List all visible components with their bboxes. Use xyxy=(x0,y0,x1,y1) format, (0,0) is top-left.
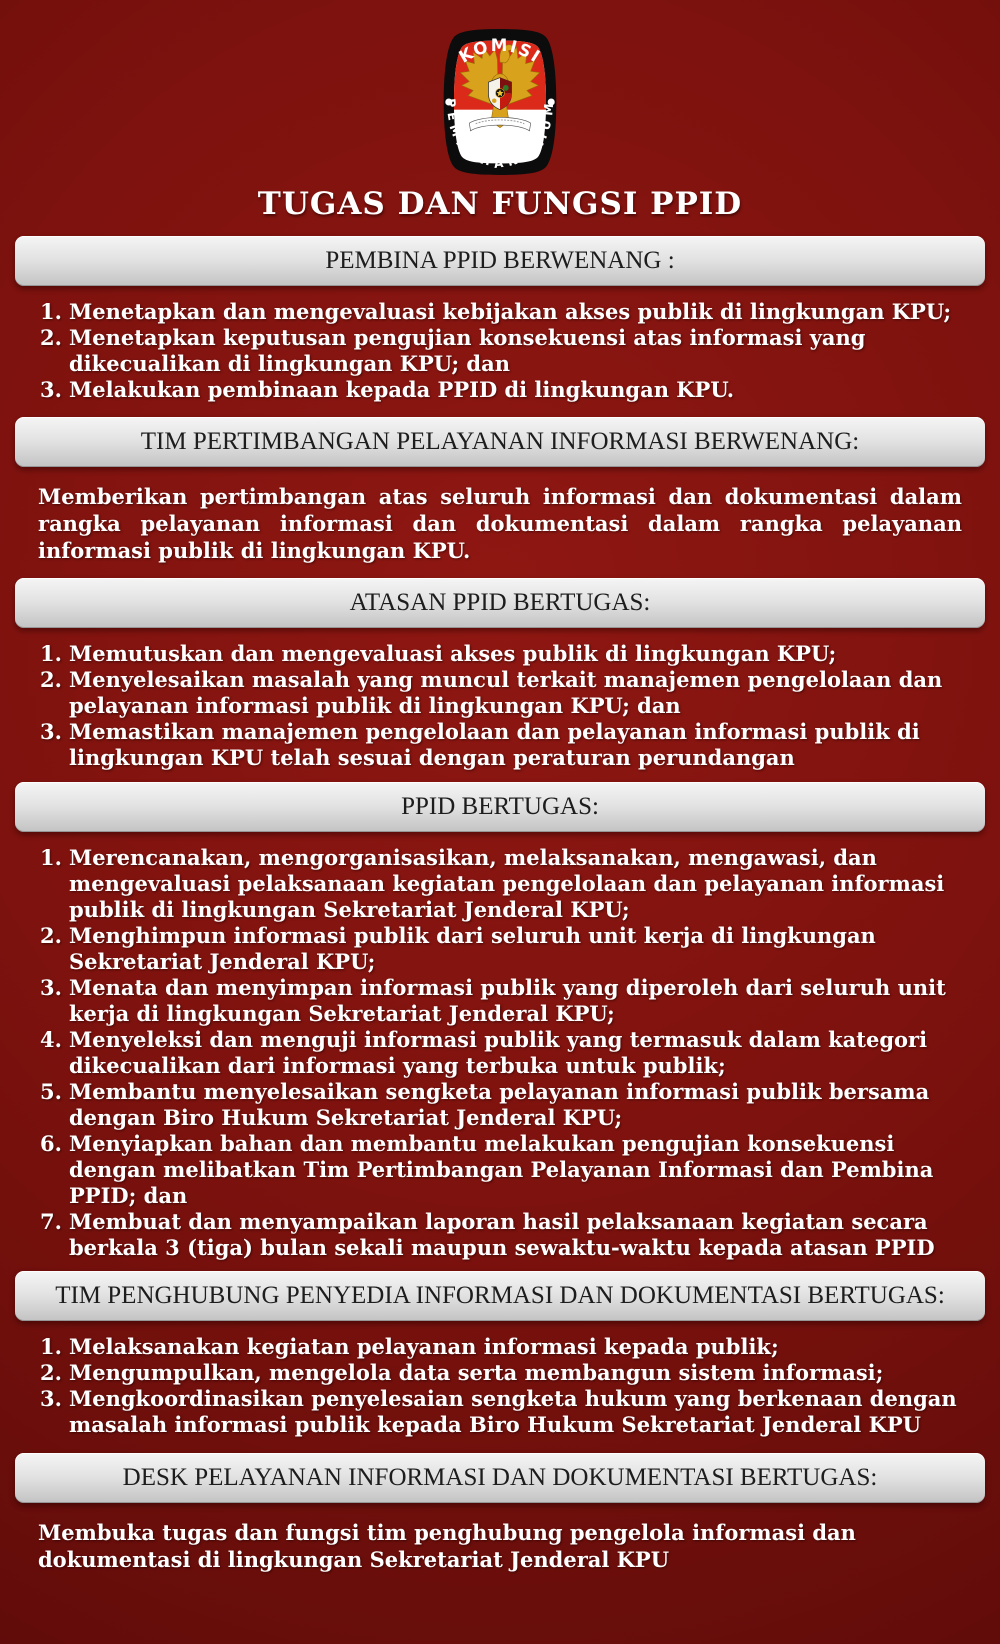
item-number: 6. xyxy=(40,1131,62,1156)
section-header-text: ATASAN PPID BERTUGAS: xyxy=(349,589,651,616)
list-item xyxy=(40,1079,964,1131)
kpu-logo-icon xyxy=(436,26,564,178)
section-pembina-ppid xyxy=(0,236,1000,403)
section-desk-pelayanan xyxy=(0,1453,1000,1573)
item-number: 3. xyxy=(40,1386,62,1411)
item-number: 2. xyxy=(40,667,62,692)
item-number: 1. xyxy=(40,641,62,666)
list-item xyxy=(40,1360,964,1386)
list-item xyxy=(40,975,964,1027)
item-number: 1. xyxy=(40,845,62,870)
item-text: Membantu menyelesaikan sengketa pelayanan informasi publik bersama dengan Biro Hukum Sekretariat Jenderal KPU; xyxy=(69,1079,930,1130)
section-ppid-bertugas xyxy=(0,782,1000,1261)
section-header-penghubung xyxy=(15,1271,985,1321)
item-text: Menyelesaikan masalah yang muncul terkait manajemen pengelolaan dan pelayanan informasi publik di lingkungan KPU; dan xyxy=(69,667,943,718)
item-text: Mengkoordinasikan penyelesaian sengketa hukum yang berkenaan dengan masalah informasi publik kepada Biro Hukum Sekretariat Jenderal KPU xyxy=(69,1386,957,1437)
page-title: TUGAS DAN FUNGSI PPID xyxy=(257,186,743,222)
tim-pertimbangan-paragraph: Memberikan pertimbangan atas seluruh informasi dan dokumentasi dalam rangka pelayanan informasi dan dokumentasi dalam rangka pelayanan informasi publik di lingkungan KPU. xyxy=(38,484,962,563)
item-text: Menata dan menyimpan informasi publik yang diperoleh dari seluruh unit kerja di lingkungan Sekretariat Jenderal KPU; xyxy=(69,975,946,1026)
section-tim-pertimbangan xyxy=(0,417,1000,564)
item-text: Menetapkan dan mengevaluasi kebijakan akses publik di lingkungan KPU; xyxy=(69,299,952,324)
section-header-ppid xyxy=(15,782,985,832)
section-header-atasan xyxy=(15,578,985,628)
item-number: 3. xyxy=(40,719,62,744)
section-header-text: TIM PENGHUBUNG PENYEDIA INFORMASI DAN DOKUMENTASI BERTUGAS: xyxy=(55,1282,945,1309)
atasan-list xyxy=(0,628,1000,771)
list-item xyxy=(40,641,964,667)
ppid-list xyxy=(0,832,1000,1261)
section-tim-penghubung xyxy=(0,1271,1000,1438)
logo-container xyxy=(0,0,1000,178)
list-item xyxy=(40,923,964,975)
logo-top-text: KOMISI xyxy=(455,35,545,67)
item-text: Menyeleksi dan menguji informasi publik yang termasuk dalam kategori dikecualikan dari informasi yang terbuka untuk publik; xyxy=(69,1027,928,1078)
list-item xyxy=(40,377,964,403)
list-item xyxy=(40,845,964,923)
item-text: Menetapkan keputusan pengujian konsekuensi atas informasi yang dikecualikan di lingkungan KPU; dan xyxy=(69,325,866,376)
section-header-text: DESK PELAYANAN INFORMASI DAN DOKUMENTASI BERTUGAS: xyxy=(122,1464,878,1491)
item-text: Menghimpun informasi publik dari seluruh unit kerja di lingkungan Sekretariat Jenderal KPU; xyxy=(69,923,876,974)
item-number: 4. xyxy=(40,1027,62,1052)
item-text: Melakukan pembinaan kepada PPID di lingkungan KPU. xyxy=(69,377,735,402)
item-number: 2. xyxy=(40,1360,62,1385)
section-header-desk xyxy=(15,1453,985,1503)
item-text: Melaksanakan kegiatan pelayanan informasi kepada publik; xyxy=(69,1334,779,1359)
list-item xyxy=(40,1386,964,1438)
list-item xyxy=(40,1027,964,1079)
item-text: Merencanakan, mengorganisasikan, melaksanakan, mengawasi, dan mengevaluasi pelaksanaan kegiatan pengelolaan dan pelayanan informasi publik di lingkungan Sekretariat Jenderal KPU; xyxy=(69,845,945,922)
item-text: Mengumpulkan, mengelola data serta membangun sistem informasi; xyxy=(69,1360,884,1385)
item-number: 1. xyxy=(40,299,62,324)
item-text: Menyiapkan bahan dan membantu melakukan pengujian konsekuensi dengan melibatkan Tim Pertimbangan Pelayanan Informasi dan Pembina PPID; dan xyxy=(69,1131,934,1208)
item-number: 5. xyxy=(40,1079,62,1104)
list-item xyxy=(40,667,964,719)
penghubung-list xyxy=(0,1321,1000,1438)
item-number: 7. xyxy=(40,1209,62,1234)
logo-bottom-text: PEMILIHAN UMUM xyxy=(443,97,557,171)
desk-pelayanan-paragraph: Membuka tugas dan fungsi tim penghubung pengelola informasi dan dokumentasi di lingkungan Sekretariat Jenderal KPU xyxy=(38,1520,856,1572)
section-header-text: PEMBINA PPID BERWENANG : xyxy=(325,247,675,274)
list-item xyxy=(40,1334,964,1360)
item-number: 3. xyxy=(40,975,62,1000)
item-number: 1. xyxy=(40,1334,62,1359)
list-item xyxy=(40,719,964,771)
list-item xyxy=(40,1209,964,1261)
item-number: 2. xyxy=(40,923,62,948)
section-atasan-ppid xyxy=(0,578,1000,771)
list-item xyxy=(40,1131,964,1209)
section-header-tim-pertimbangan xyxy=(15,417,985,467)
item-number: 2. xyxy=(40,325,62,350)
list-item xyxy=(40,325,964,377)
item-text: Memastikan manajemen pengelolaan dan pelayanan informasi publik di lingkungan KPU telah sesuai dengan peraturan perundangan xyxy=(69,719,920,770)
section-header-pembina xyxy=(15,236,985,286)
list-item xyxy=(40,299,964,325)
item-text: Memutuskan dan mengevaluasi akses publik di lingkungan KPU; xyxy=(69,641,837,666)
section-header-text: TIM PERTIMBANGAN PELAYANAN INFORMASI BERWENANG: xyxy=(140,428,860,455)
item-text: Membuat dan menyampaikan laporan hasil pelaksanaan kegiatan secara berkala 3 (tiga) bulan sekali maupun sewaktu-waktu kepada atasan PPID xyxy=(69,1209,935,1260)
pembina-list xyxy=(0,286,1000,403)
item-number: 3. xyxy=(40,377,62,402)
section-header-text: PPID BERTUGAS: xyxy=(401,793,599,820)
